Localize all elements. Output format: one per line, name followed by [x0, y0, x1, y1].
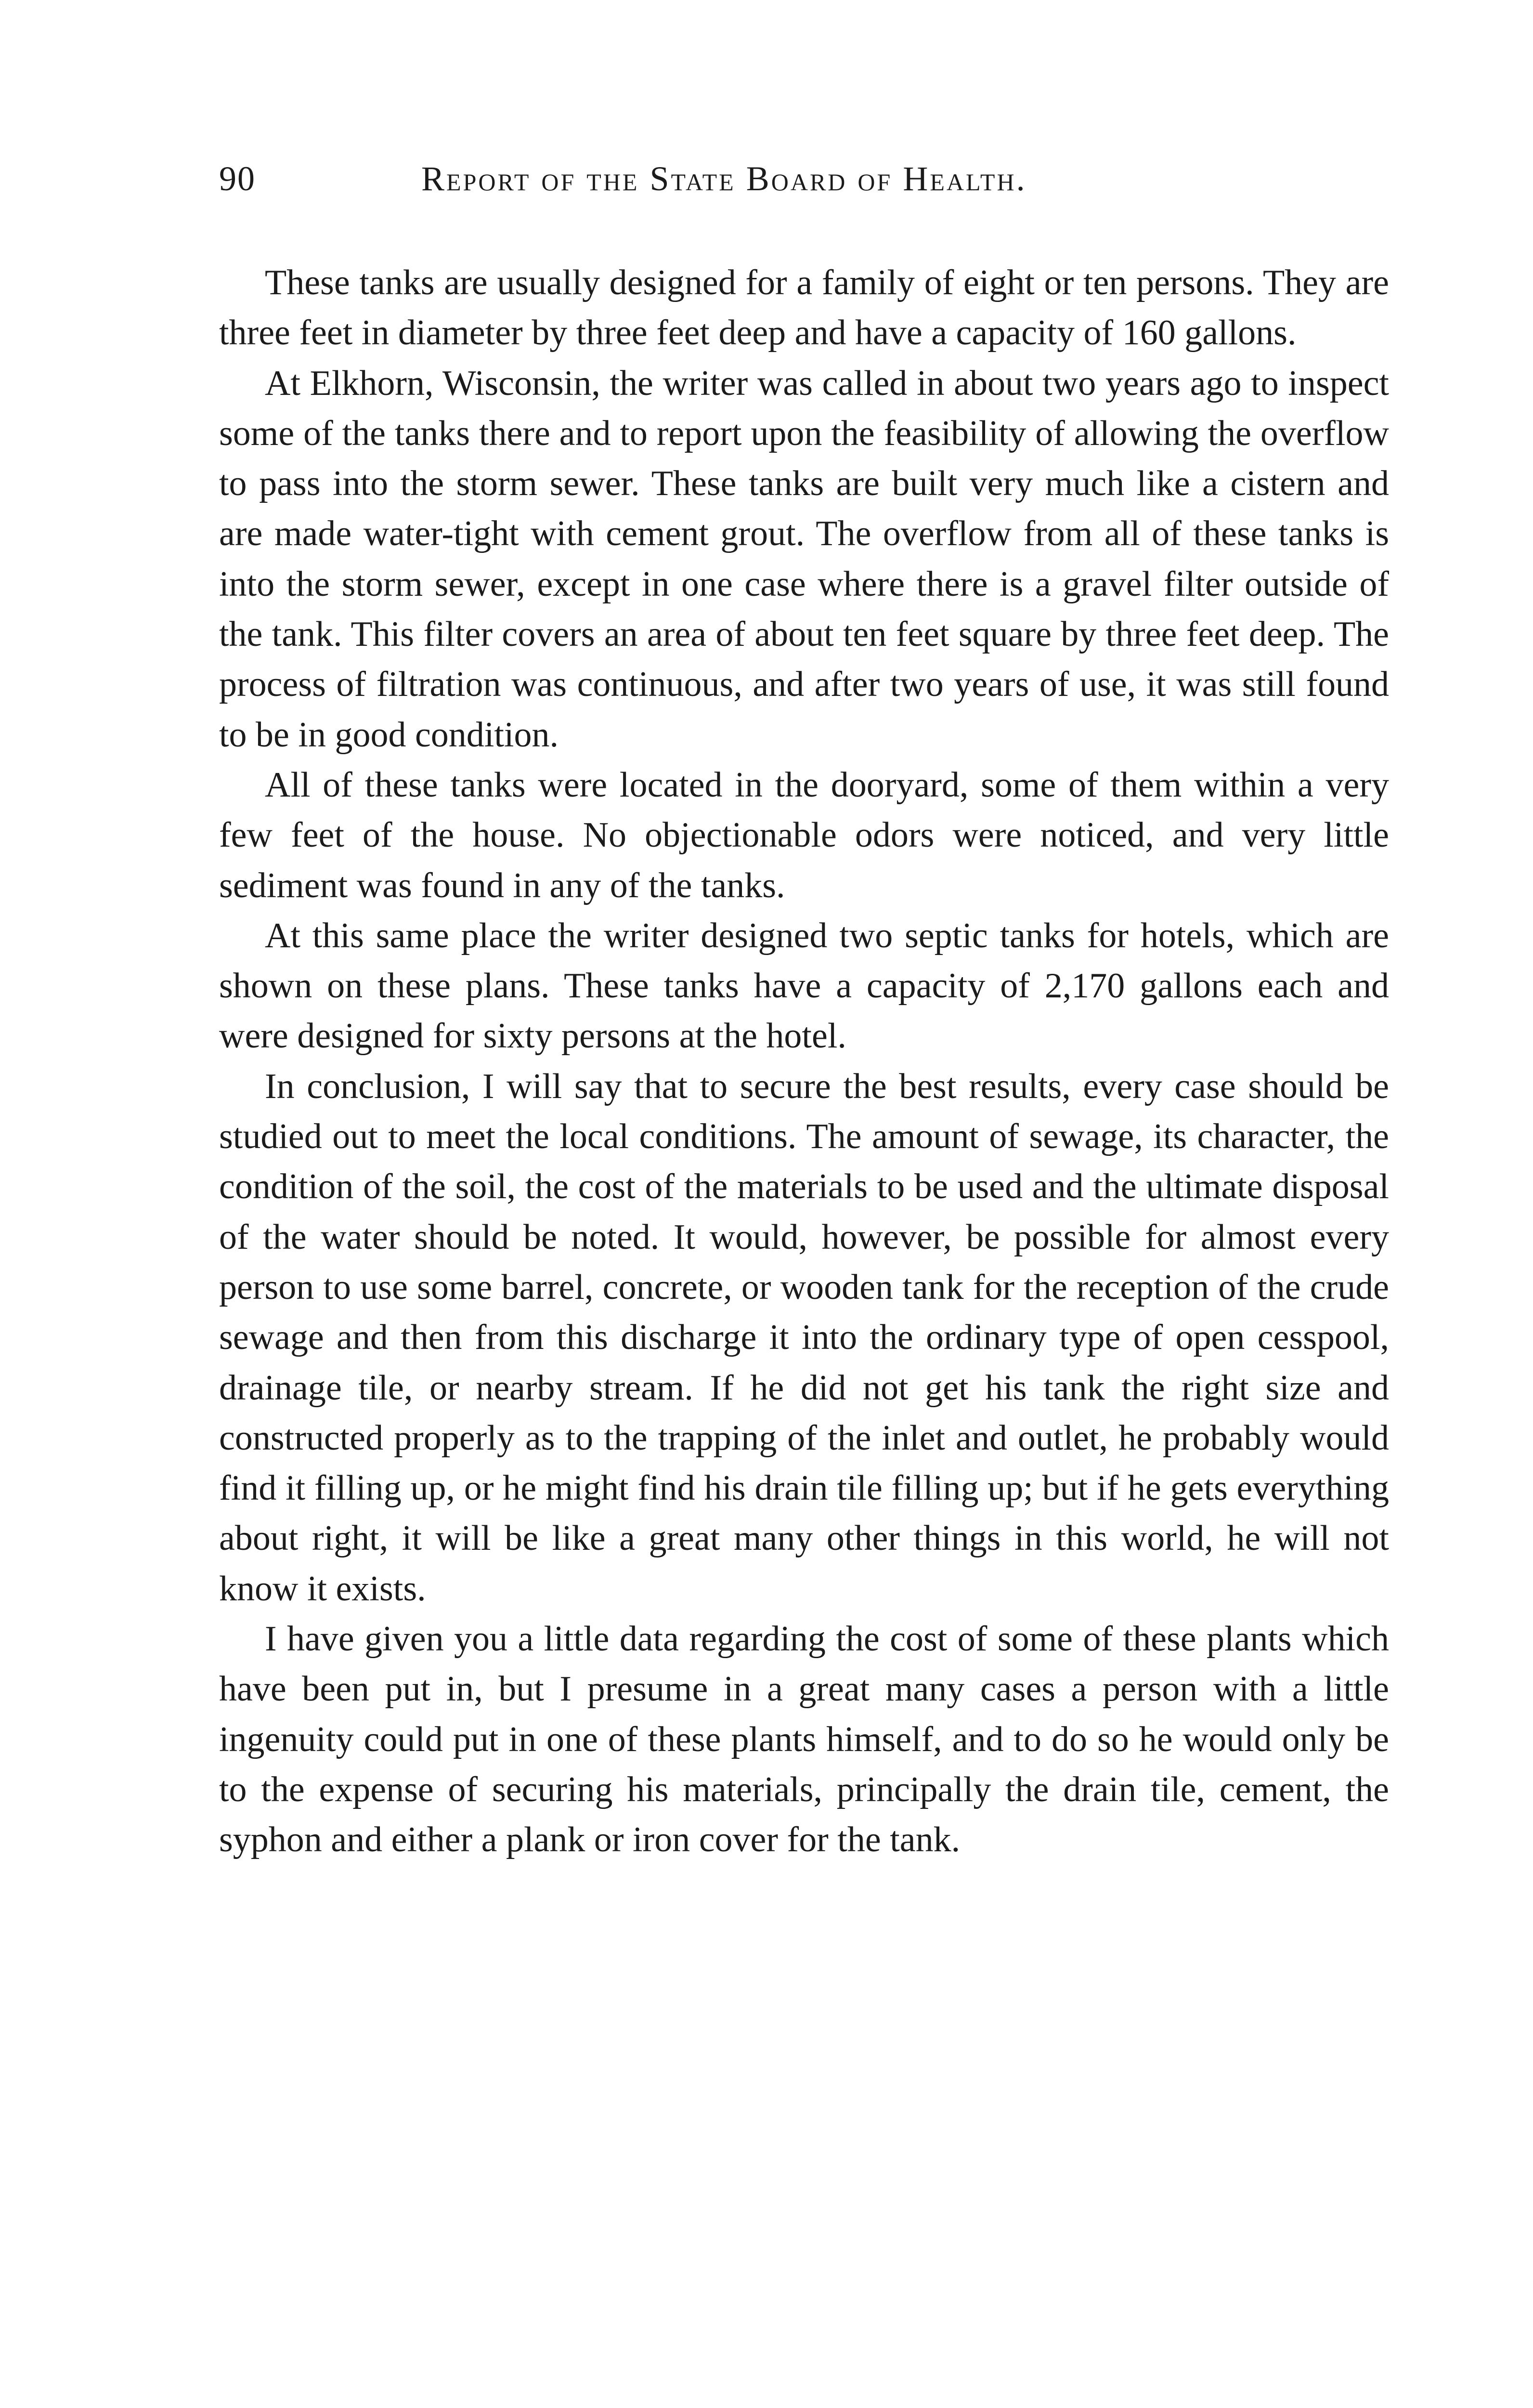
body-text	[219, 258, 1389, 1865]
paragraph-tank-capacity: These tanks are usually designed for a family of eight or ten persons. They are three feet in diameter by three feet deep and have a capacity of 160 gallons.	[219, 263, 1389, 353]
paragraph-dooryard-tanks: All of these tanks were located in the dooryard, some of them within a very few feet of the house. No objectionable odors were noticed, and very little sediment was found in any of the tanks.	[219, 765, 1389, 905]
paragraph-cost-data: I have given you a little data regarding the cost of some of these plants which have been put in, but I presume in a great many cases a person with a little ingenuity could put in one of these plants himself, and to do so he would only be to the expense of securing his materials, principally the drain tile, cement, the syphon and either a plank or iron cover for the tank.	[219, 1619, 1389, 1860]
running-title: Report of the State Board of Health.	[421, 159, 1027, 198]
paragraph-conclusion: In conclusion, I will say that to secure the best results, every case should be studied out to meet the local conditions. The amount of sewage, its character, the condition of the soil, the cost of the materials to be used and the ultimate disposal of the water should be noted. It would, however, be possible for almost every person to use some barrel, concrete, or wooden tank for the reception of the crude sewage and then from this discharge it into the ordinary type of open cesspool, drainage tile, or nearby stream. If he did not get his tank the right size and constructed properly as to the trapping of the inlet and outlet, he probably would find it filling up, or he might find his drain tile filling up; but if he gets everything about right, it will be like a great many other things in this world, he will not know it exists.	[219, 1066, 1389, 1609]
paragraph-elkhorn-inspection: At Elkhorn, Wisconsin, the writer was called in about two years ago to inspect some of the tanks there and to report upon the feasibility of allowing the overflow to pass into the storm sewer. These tanks are built very much like a cistern and are made water-tight with cement grout. The overflow from all of these tanks is into the storm sewer, except in one case where there is a gravel filter outside of the tank. This filter covers an area of about ten feet square by three feet deep. The process of filtration was continuous, and after two years of use, it was still found to be in good condition.	[219, 363, 1389, 755]
page-number: 90	[219, 159, 256, 198]
paragraph-hotel-tanks: At this same place the writer designed two septic tanks for hotels, which are shown on these plans. These tanks have a capacity of 2,170 gallons each and were designed for sixty persons at the hotel.	[219, 916, 1389, 1056]
running-header	[219, 159, 1389, 207]
